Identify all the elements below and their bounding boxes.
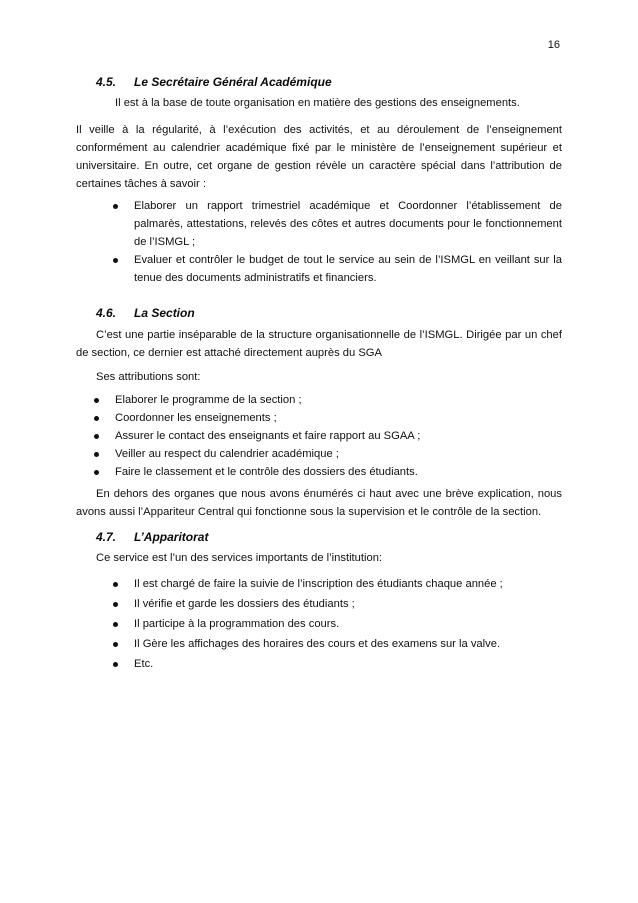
bullet-icon	[94, 398, 99, 403]
bullet-icon	[94, 470, 99, 475]
bullet-icon	[113, 258, 118, 263]
list-item: Il participe à la programmation des cours.	[134, 615, 562, 633]
list-item: Elaborer le programme de la section ;	[115, 391, 562, 409]
section-45-title: Le Secrétaire Général Académique	[134, 75, 332, 89]
list-item: Assurer le contact des enseignants et faire rapport au SGAA ;	[115, 427, 562, 445]
section-46-title: La Section	[134, 306, 195, 320]
section-47-heading	[96, 530, 208, 544]
bullet-icon	[113, 622, 118, 627]
bullet-icon	[113, 662, 118, 667]
bullet-icon	[94, 416, 99, 421]
page-number: 16	[547, 39, 560, 51]
section-46-paragraph: C’est une partie inséparable de la structure organisationnelle de l’ISMGL. Dirigée par un chef de section, ce dernier est attaché directement auprès du SGA	[76, 329, 562, 359]
list-item: Il vérifie et garde les dossiers des étudiants ;	[134, 595, 562, 613]
section-47-title: L’Apparitorat	[134, 530, 209, 544]
section-45-intro: Il est à la base de toute organisation en matière des gestions des enseignements.	[115, 97, 520, 109]
bullet-icon	[94, 434, 99, 439]
section-47-number: 4.7.	[96, 530, 117, 544]
list-item: Coordonner les enseignements ;	[115, 409, 562, 427]
bullet-icon	[113, 642, 118, 647]
bullet-icon	[113, 602, 118, 607]
section-45-bullet-list	[134, 197, 562, 287]
list-item: Il Gère les affichages des horaires des cours et des examens sur la valve.	[134, 635, 562, 653]
section-45-number: 4.5.	[96, 75, 117, 89]
section-47-intro: Ce service est l’un des services importants de l’institution:	[96, 552, 383, 564]
section-45-paragraph: Il veille à la régularité, à l’exécution des activités, et au déroulement de l’enseignement conformément au calendrier académique fixé par le ministère de l’enseignement supérieur et universitaire. En outre, cet organe de gestion révèle un caractère spécial dans l’attribution de certaines tâches à savoir :	[76, 124, 562, 190]
section-47-bullet-list	[134, 575, 562, 673]
list-item: Etc.	[134, 655, 562, 673]
list-item: Veiller au respect du calendrier académique ;	[115, 445, 562, 463]
section-46-closing: En dehors des organes que nous avons énumérés ci haut avec une brève explication, nous avons aussi l’Appariteur Central qui fonctionne sous la supervision et le contrôle de la section.	[76, 488, 562, 518]
section-46-heading	[96, 306, 195, 320]
list-item: Il est chargé de faire la suivie de l’inscription des étudiants chaque année ;	[134, 575, 562, 593]
bullet-icon	[113, 582, 118, 587]
list-item: Faire le classement et le contrôle des dossiers des étudiants.	[115, 463, 562, 481]
list-item: Elaborer un rapport trimestriel académique et Coordonner l’établissement de palmarès, attestations, relevés des côtes et autres documents pour le fonctionnement de l’ISMGL ;	[134, 197, 562, 251]
section-45-heading	[96, 75, 332, 89]
bullet-icon	[113, 204, 118, 209]
section-46-attributions-label: Ses attributions sont:	[96, 371, 201, 383]
section-46-bullet-list	[115, 391, 562, 481]
section-46-number: 4.6.	[96, 306, 117, 320]
list-item: Evaluer et contrôler le budget de tout le service au sein de l’ISMGL en veillant sur la tenue des documents administratifs et financiers.	[134, 251, 562, 287]
bullet-icon	[94, 452, 99, 457]
